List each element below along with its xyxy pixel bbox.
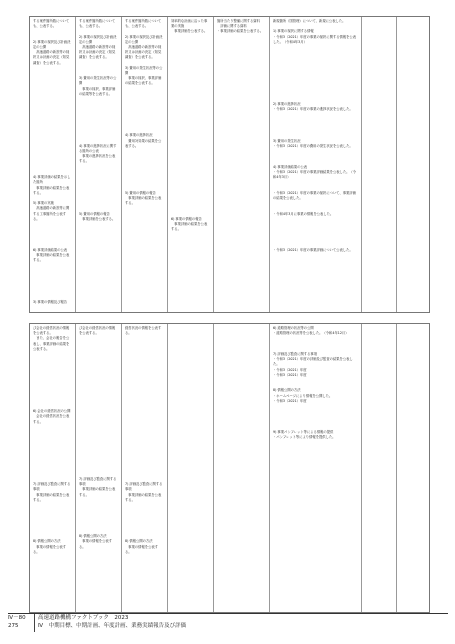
bottom-col-mid-term-plan: び会社の経営状況の情報を公表する。 7) 評価及び監査に関する事項 事業評価の結果を公表する。 8) 情報公開の方法 事業の情報を公表する。 [76,324,122,612]
page-number-section: Ⅳ－80 [8,615,26,621]
footer-divider [8,613,448,614]
top-col-self-evaluation [362,17,397,312]
page-number: 275 [8,623,19,629]
top-col-mid-term-goal: する案件箇所数についても、公表する。 2) 事業の採択及び計画決定の公開 高速道路の新設等の採択又は計画の決定（知見調査）を公表する。 4) 事業評価の結果を示した箇所 事業評価の結果を公表する。 5) 事業の実施 高速道路の新設等に関する工事箇所を公表する。 6) 事業評価結果の公表 事業評価の結果を公表する。 3) 事業の情報及び報告 [30,17,76,312]
footer-separator [34,614,35,632]
top-col-minister-evaluation [397,17,431,312]
top-col-results: 新規箇所（国管理）について、新規に公表した。 1) 事業の採択に関する情報 ・令和3（2021）年度の事業の採択に関する情報を公表した。（令和4年3月） 2) 事業の進捗状況 ・令和3（2021）年度の事業の進捗状況を公表した。 3) 費用の発生状況 ・令和3（2021）年度の費用の発生状況を公表した。 4) 事業評価結果の公表 ・令和3（2021）年度の事業評価結果を公表した。（令和4年3月） ・令和3（2021）年度の事業の採択について、事業評価の結果を公表した。 ・令和4年3月に事業の情報を公表した。 ・令和3（2021）年度の事業評価について公表した。 [270,17,362,312]
bottom-col-self-evaluation [362,324,397,612]
footer-book-title: 高速道路機構ファクトブック 2023 [38,615,129,621]
top-table [29,16,430,313]
bottom-table [29,323,430,613]
bottom-col-indicator [168,324,214,612]
footer-chapter-title: Ⅳ 中期目標、中期計画、年度計画、業務実績報告及び評価 [38,623,187,629]
top-col-mid-term-plan: する案件箇所数についても、公表する。 2) 事業の採択及び計画決定の公開 高速道路の新設等の採択又は計画の決定（知見調査）を公表する。 3) 費用の発生状況等の公開 事業の採択、事業評価の結果等を公表する。 4) 事業の進捗状況に関する箇所の公表 事業の進捗状況を公表する。 5) 費用の情報の報告 事業評価を公表する。 [76,17,122,312]
top-col-notes: 箇所当たり整備に関する資料 評価に関する資料 ・事業評価の結果を公表する。 [214,17,270,312]
bottom-col-minister-evaluation [397,324,431,612]
top-col-annual-plan: する案件箇所数についても、公表する。 2) 事業の採択及び計画決定の公開 高速道路の新設等の採択又は計画の決定（知見調査）を公表する。 3) 費用の発生状況等の公開 事業の採択、事業評価の結果を公表する。 4) 事業の進捗状況 費用対効果の結果を公表する。 5) 費用の情報の報告 事業評価の結果を公表する。 [122,17,168,312]
bottom-col-annual-plan: 経営状況の情報を公表する。 7) 評価及び監査に関する事項 事業評価の結果を公表する。 8) 情報公開の方法 事業の情報を公表する。 [122,324,168,612]
bottom-col-results: 6) 道路管理の状況等の公開 ・道路管理の状況等を公表した。（令和4年12月） 7) 評価及び監査に関する事項 ・令和3（2021）年度の評価及び監査の結果を公表した。 ・令和3（2021）年度 ・令和3（2021）年度 8) 情報公開の方法 ・ホームページにより情報を公開した。 ・令和3（2021）年度 9) 事業パンフレット等による情報の提供 ・パンフレット等により情報を提供した。 [270,324,362,612]
top-col-indicator: 効率的な計画に沿った事業の実施 事業評価を公表する。 6) 事業の情報の報告 事業評価の結果を公表する。 [168,17,214,312]
bottom-col-mid-term-goal: び会社の経営状況の情報を公表する。 また、会社の報告を公表し、事業評価の結果を公表する。 6) 会社の経営状況の公開 会社の経営状況を公表する。 7) 評価及び監査に関する事項 事業評価の結果を公表する。 8) 情報公開の方法 事業の情報を公表する。 [30,324,76,612]
bottom-col-notes [214,324,270,612]
